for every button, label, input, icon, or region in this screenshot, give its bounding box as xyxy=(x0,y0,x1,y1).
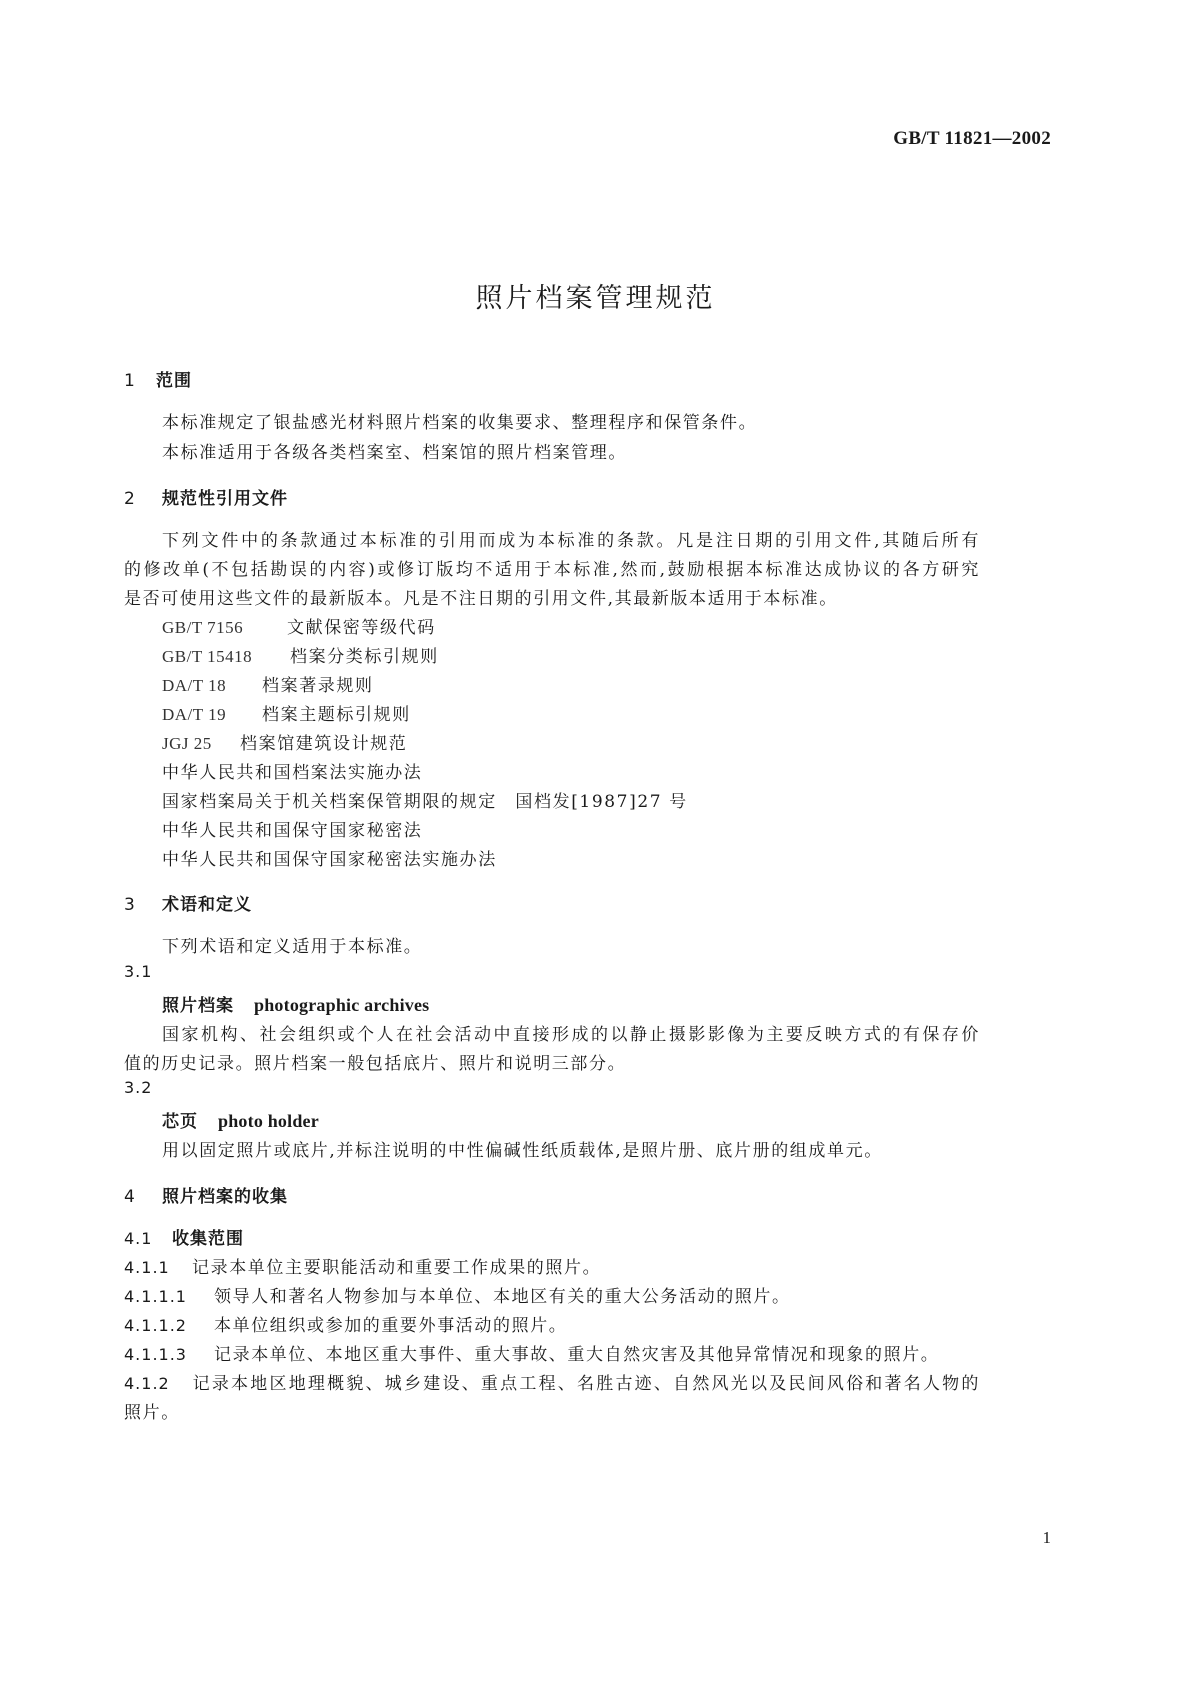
clause-item xyxy=(124,1253,601,1278)
reference-item xyxy=(162,729,407,754)
clause-number: 4.1.2 xyxy=(124,1374,170,1393)
subsection-heading xyxy=(124,1224,244,1249)
section-3-heading xyxy=(124,890,252,915)
reference-item xyxy=(162,787,688,812)
clause-text: 记录本单位主要职能活动和重要工作成果的照片。 xyxy=(192,1258,602,1278)
reference-code: DA/T 19 xyxy=(162,705,227,724)
reference-title: 中华人民共和国保守国家秘密法实施办法 xyxy=(162,850,497,870)
reference-title: 档案著录规则 xyxy=(262,676,374,696)
reference-title: 国家档案局关于机关档案保管期限的规定 国档发[1987]27 号 xyxy=(162,792,688,812)
paragraph-line: 的修改单(不包括勘误的内容)或修订版均不适用于本标准,然而,鼓励根据本标准达成协议的各方研究 xyxy=(124,560,980,580)
reference-code: GB/T 15418 xyxy=(162,647,253,666)
clause-number: 4.1.1.2 xyxy=(124,1316,187,1335)
subsection-number: 4.1 xyxy=(124,1229,153,1248)
clause-item xyxy=(124,1369,980,1394)
reference-code: JGJ 25 xyxy=(162,734,212,753)
reference-item xyxy=(162,613,436,638)
reference-title: 中华人民共和国档案法实施办法 xyxy=(162,763,423,783)
clause-item xyxy=(124,1340,939,1365)
section-number: 1 xyxy=(124,371,136,391)
section-number: 4 xyxy=(124,1187,136,1207)
reference-title: 文献保密等级代码 xyxy=(287,618,436,638)
reference-item xyxy=(162,845,497,870)
clause-item xyxy=(124,1282,791,1307)
clause-text: 记录本地区地理概貌、城乡建设、重点工程、名胜古迹、自然风光以及民间风俗和著名人物的 xyxy=(192,1374,980,1394)
clause-continuation: 照片。 xyxy=(124,1403,180,1423)
reference-title: 档案分类标引规则 xyxy=(290,647,439,667)
clause-number: 4.1.1.3 xyxy=(124,1345,187,1364)
reference-item xyxy=(162,700,411,725)
section-number: 2 xyxy=(124,489,136,509)
term-definition-line: 用以固定照片或底片,并标注说明的中性偏碱性纸质载体,是照片册、底片册的组成单元。 xyxy=(162,1141,883,1161)
paragraph: 本标准规定了银盐感光材料照片档案的收集要求、整理程序和保管条件。 xyxy=(162,413,758,433)
term-chinese: 芯页 xyxy=(162,1112,198,1132)
reference-title: 档案主题标引规则 xyxy=(262,705,411,725)
clause-text: 领导人和著名人物参加与本单位、本地区有关的重大公务活动的照片。 xyxy=(214,1287,791,1307)
clause-text: 记录本单位、本地区重大事件、重大事故、重大自然灾害及其他异常情况和现象的照片。 xyxy=(214,1345,940,1365)
section-title: 照片档案的收集 xyxy=(162,1187,288,1207)
paragraph: 下列术语和定义适用于本标准。 xyxy=(162,937,423,957)
reference-item xyxy=(162,671,374,696)
term-definition-line: 国家机构、社会组织或个人在社会活动中直接形成的以静止摄影影像为主要反映方式的有保存价 xyxy=(162,1025,980,1045)
reference-item xyxy=(162,642,439,667)
paragraph-line: 下列文件中的条款通过本标准的引用而成为本标准的条款。凡是注日期的引用文件,其随后所有 xyxy=(162,531,980,551)
term-chinese: 照片档案 xyxy=(162,996,234,1016)
reference-item xyxy=(162,758,422,783)
reference-title: 中华人民共和国保守国家秘密法 xyxy=(162,821,423,841)
page-number: 1 xyxy=(1042,1528,1051,1547)
paragraph: 本标准适用于各级各类档案室、档案馆的照片档案管理。 xyxy=(162,443,627,463)
reference-item xyxy=(162,816,422,841)
reference-title: 档案馆建筑设计规范 xyxy=(240,734,408,754)
section-title: 范围 xyxy=(156,371,192,391)
term-number: 3.1 xyxy=(124,962,153,981)
section-2-heading xyxy=(124,484,288,509)
term-english: photographic archives xyxy=(254,995,430,1015)
clause-item xyxy=(124,1311,567,1336)
term-english: photo holder xyxy=(218,1111,319,1131)
section-number: 3 xyxy=(124,895,136,915)
reference-code: GB/T 7156 xyxy=(162,618,244,637)
term-entry xyxy=(162,991,429,1016)
clause-text: 本单位组织或参加的重要外事活动的照片。 xyxy=(214,1316,568,1336)
document-title: 照片档案管理规范 xyxy=(475,283,716,314)
term-definition-line: 值的历史记录。照片档案一般包括底片、照片和说明三部分。 xyxy=(124,1054,627,1074)
section-4-heading xyxy=(124,1182,288,1207)
section-title: 规范性引用文件 xyxy=(162,489,288,509)
section-1-heading xyxy=(124,366,192,391)
clause-number: 4.1.1 xyxy=(124,1258,170,1277)
clause-number: 4.1.1.1 xyxy=(124,1287,187,1306)
term-number: 3.2 xyxy=(124,1078,153,1097)
reference-code: DA/T 18 xyxy=(162,676,227,695)
section-title: 术语和定义 xyxy=(162,895,252,915)
paragraph-line: 是否可使用这些文件的最新版本。凡是不注日期的引用文件,其最新版本适用于本标准。 xyxy=(124,589,838,609)
standard-number: GB/T 11821—2002 xyxy=(893,128,1051,149)
subsection-title: 收集范围 xyxy=(172,1229,244,1249)
term-entry xyxy=(162,1107,319,1132)
